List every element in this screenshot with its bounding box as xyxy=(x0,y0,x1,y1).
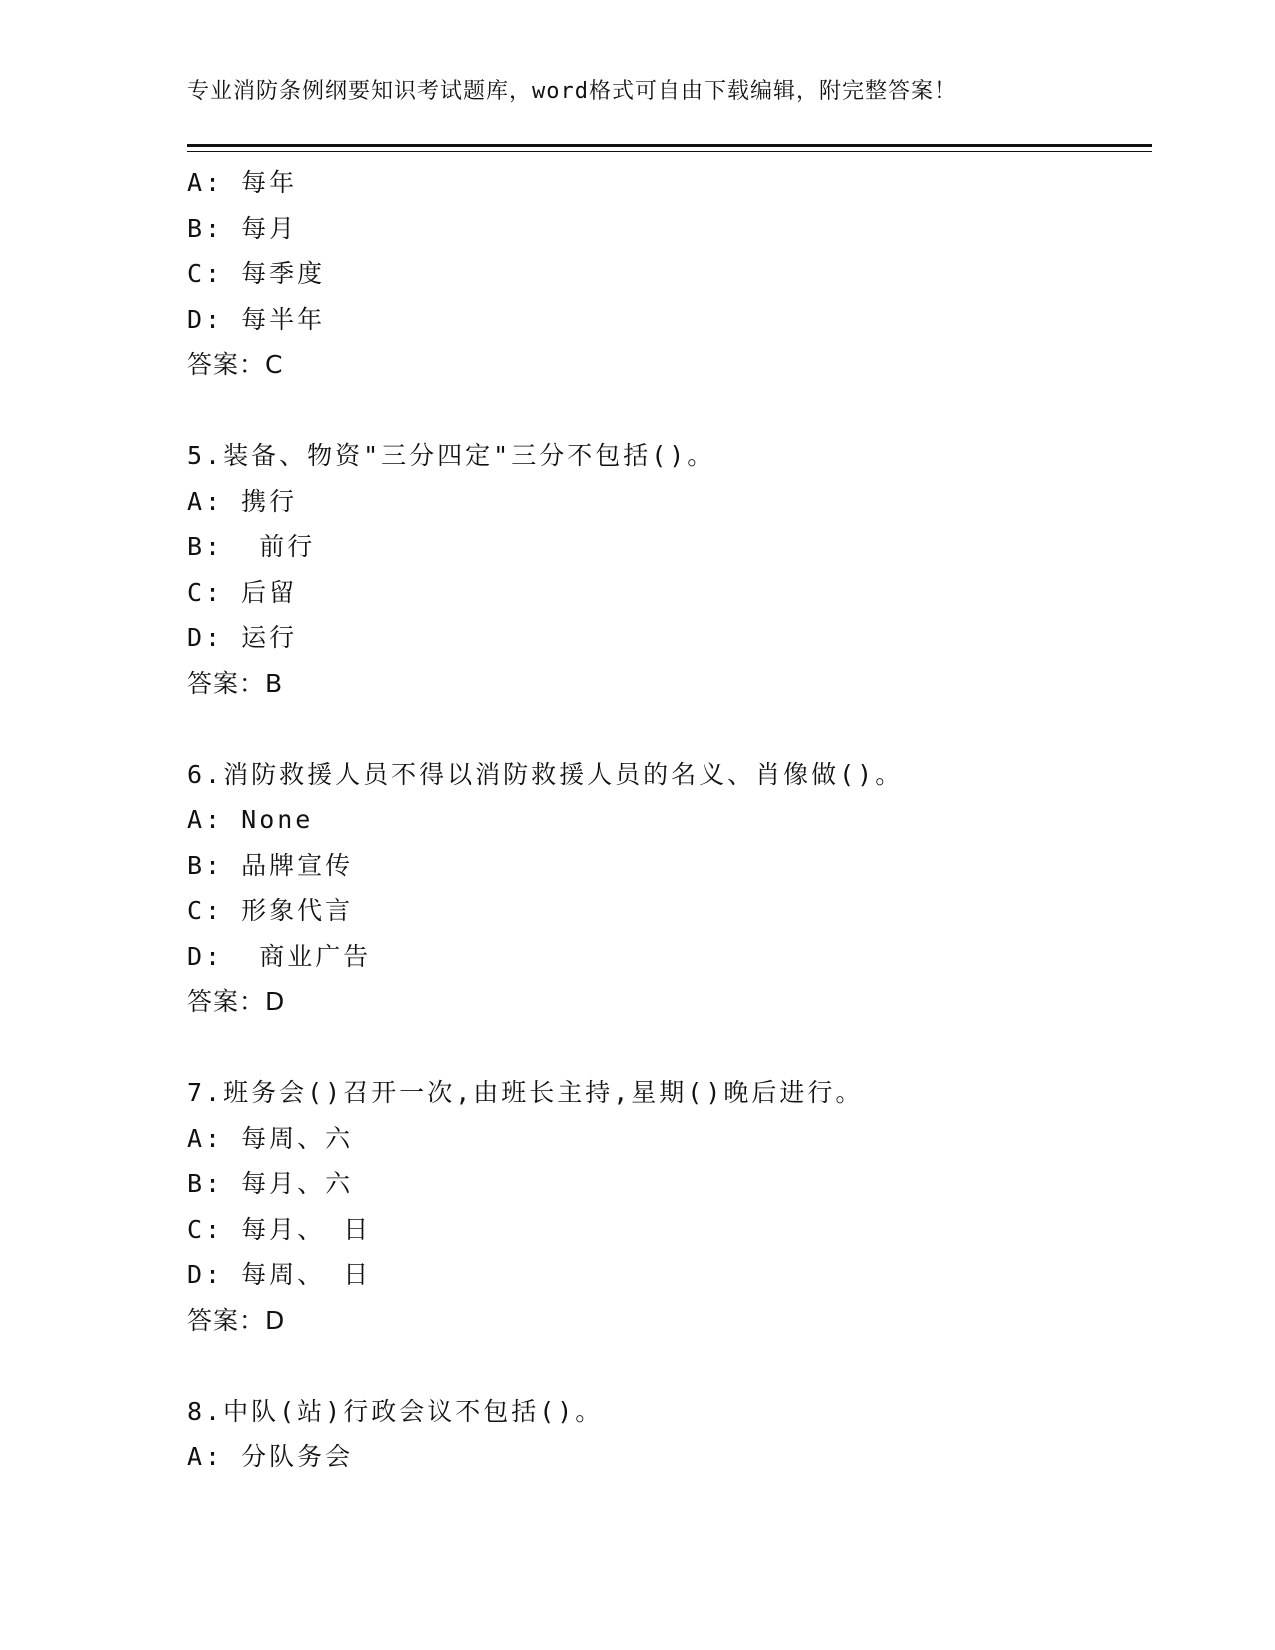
option-d: D: 每半年 xyxy=(187,304,326,334)
option-b: B: 每月 xyxy=(187,213,298,243)
page-header: 专业消防条例纲要知识考试题库，word格式可自由下载编辑，附完整答案！ xyxy=(187,79,957,104)
question-text: 6.消防救援人员不得以消防救援人员的名义、肖像做()。 xyxy=(187,759,904,789)
question-4 xyxy=(187,160,1152,388)
question-text: 8.中队(站)行政会议不包括()。 xyxy=(187,1396,604,1426)
option-b: B: 前行 xyxy=(187,532,316,561)
option-d: D: 每周、 日 xyxy=(187,1260,372,1289)
question-text: 5.装备、物资"三分四定"三分不包括()。 xyxy=(187,441,716,470)
option-a: A: None xyxy=(187,805,314,834)
question-list xyxy=(187,160,1152,1480)
question-7 xyxy=(187,1070,1152,1343)
option-d: D: 运行 xyxy=(187,623,298,652)
spacer xyxy=(187,388,1152,434)
spacer xyxy=(187,1025,1152,1071)
question-text: 7.班务会()召开一次,由班长主持,星期()晚后进行。 xyxy=(187,1078,864,1107)
option-b: B: 每月、六 xyxy=(187,1169,354,1198)
spacer xyxy=(187,706,1152,752)
option-b: B: 品牌宣传 xyxy=(187,850,354,880)
option-c: C: 后留 xyxy=(187,577,298,607)
option-a: A: 携行 xyxy=(187,486,298,516)
option-d: D: 商业广告 xyxy=(187,941,372,971)
question-6 xyxy=(187,752,1152,1025)
spacer xyxy=(187,1343,1152,1389)
question-8 xyxy=(187,1389,1152,1480)
option-c: C: 每月、 日 xyxy=(187,1214,372,1244)
option-a: A: 每周、六 xyxy=(187,1123,354,1153)
answer-line: 答案：B xyxy=(187,668,284,698)
option-c: C: 形象代言 xyxy=(187,896,354,925)
option-a: A: 每年 xyxy=(187,168,298,197)
header-divider xyxy=(187,144,1152,152)
question-5 xyxy=(187,433,1152,706)
answer-line: 答案：D xyxy=(187,1305,286,1335)
answer-line: 答案：C xyxy=(187,350,284,379)
answer-line: 答案：D xyxy=(187,987,286,1016)
option-c: C: 每季度 xyxy=(187,259,326,288)
option-a: A: 分队务会 xyxy=(187,1442,354,1471)
